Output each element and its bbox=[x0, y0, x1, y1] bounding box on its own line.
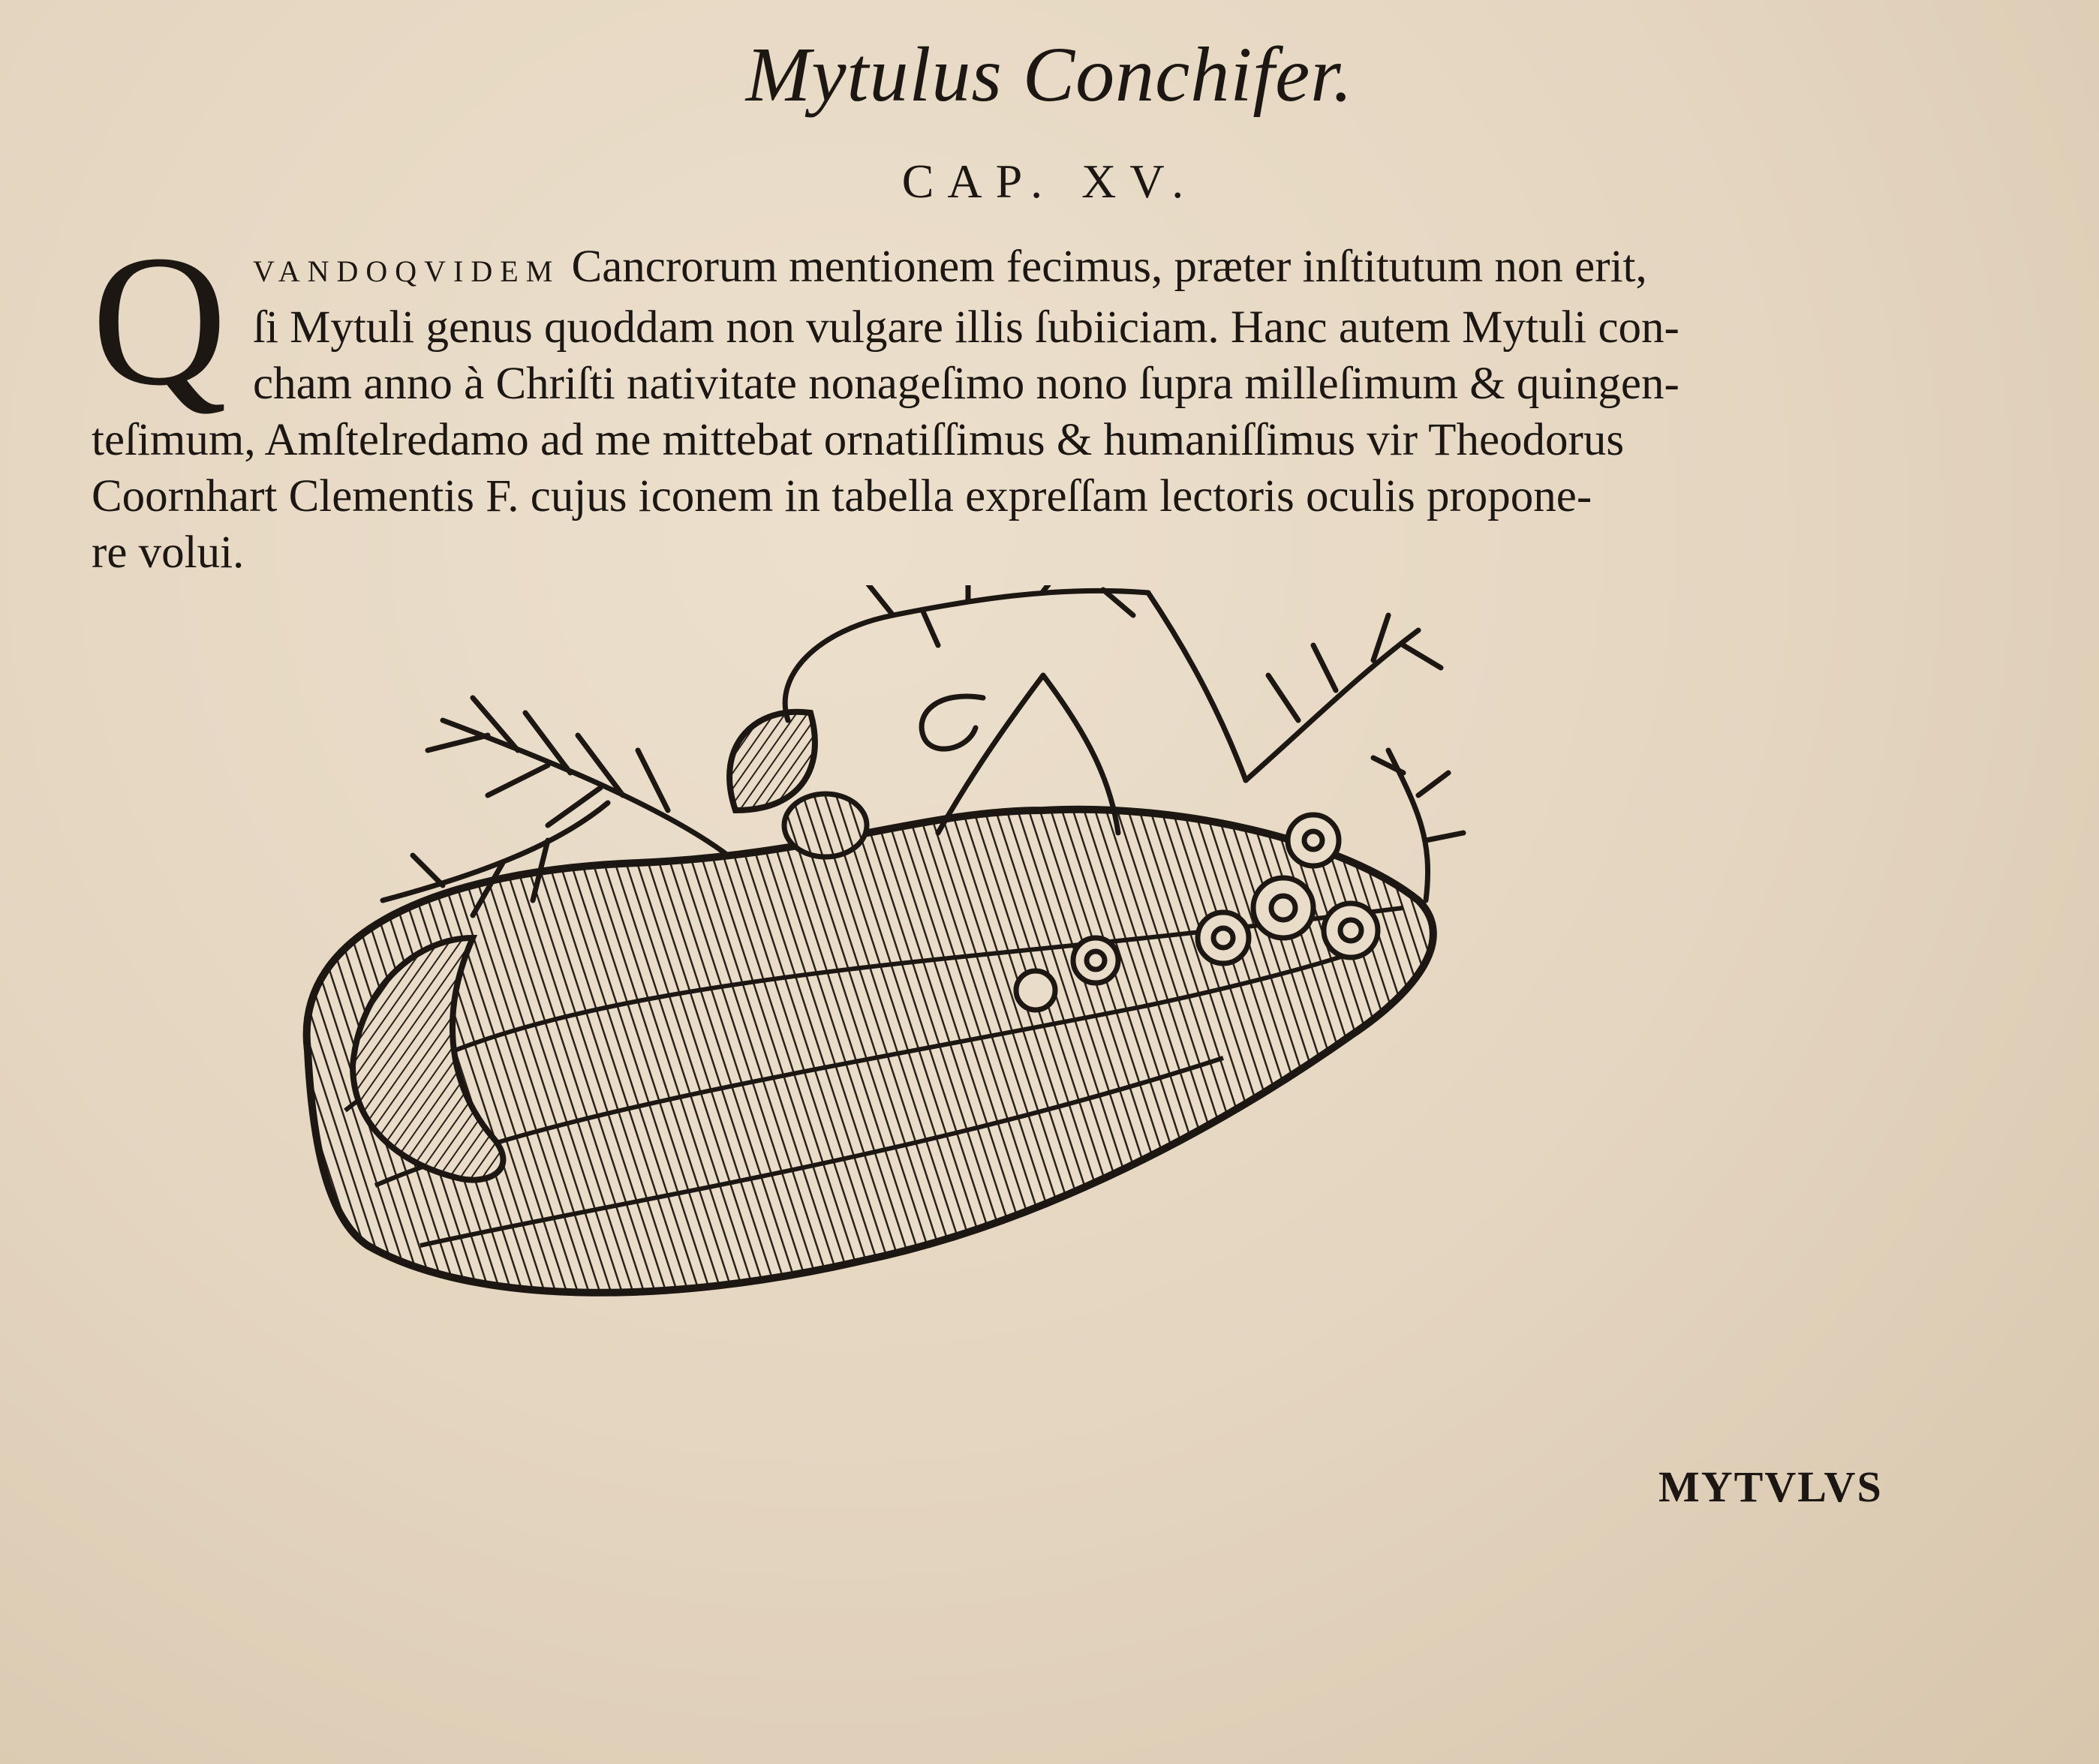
figure-caption: MYTVLVS bbox=[1658, 1462, 1883, 1511]
text-line-5: Coornhart Clementis F. cujus iconem in tabella expreſſam lectoris oculis propone- bbox=[92, 471, 1592, 521]
chapter-heading: CAP. XV. bbox=[901, 155, 1198, 208]
page-title: Mytulus Conchifer. bbox=[745, 32, 1354, 118]
text-line-4: teſimum, Amſtelredamo ad me mittebat ornatiſſimus & humaniſſimus vir Theodorus bbox=[92, 415, 1625, 465]
mussel-woodcut-illustration bbox=[248, 585, 1673, 1456]
text-line-2: ſi Mytuli genus quoddam non vulgare illis ſubiiciam. Hanc autem Mytuli con- bbox=[253, 302, 1680, 353]
opening-smallcaps: VANDOQVIDEM bbox=[253, 254, 561, 288]
text-line-1: VANDOQVIDEM Cancrorum mentionem fecimus, præter inſtitutum non erit, bbox=[253, 242, 1647, 292]
attached-clam bbox=[729, 712, 815, 810]
chapter-body bbox=[92, 217, 1863, 581]
text-line-3: cham anno à Chriſti nativitate nonageſimo nono ſupra milleſimum & quingen- bbox=[253, 359, 1680, 409]
text-line-6: re volui. bbox=[92, 527, 245, 578]
drop-cap: Q bbox=[92, 217, 227, 425]
